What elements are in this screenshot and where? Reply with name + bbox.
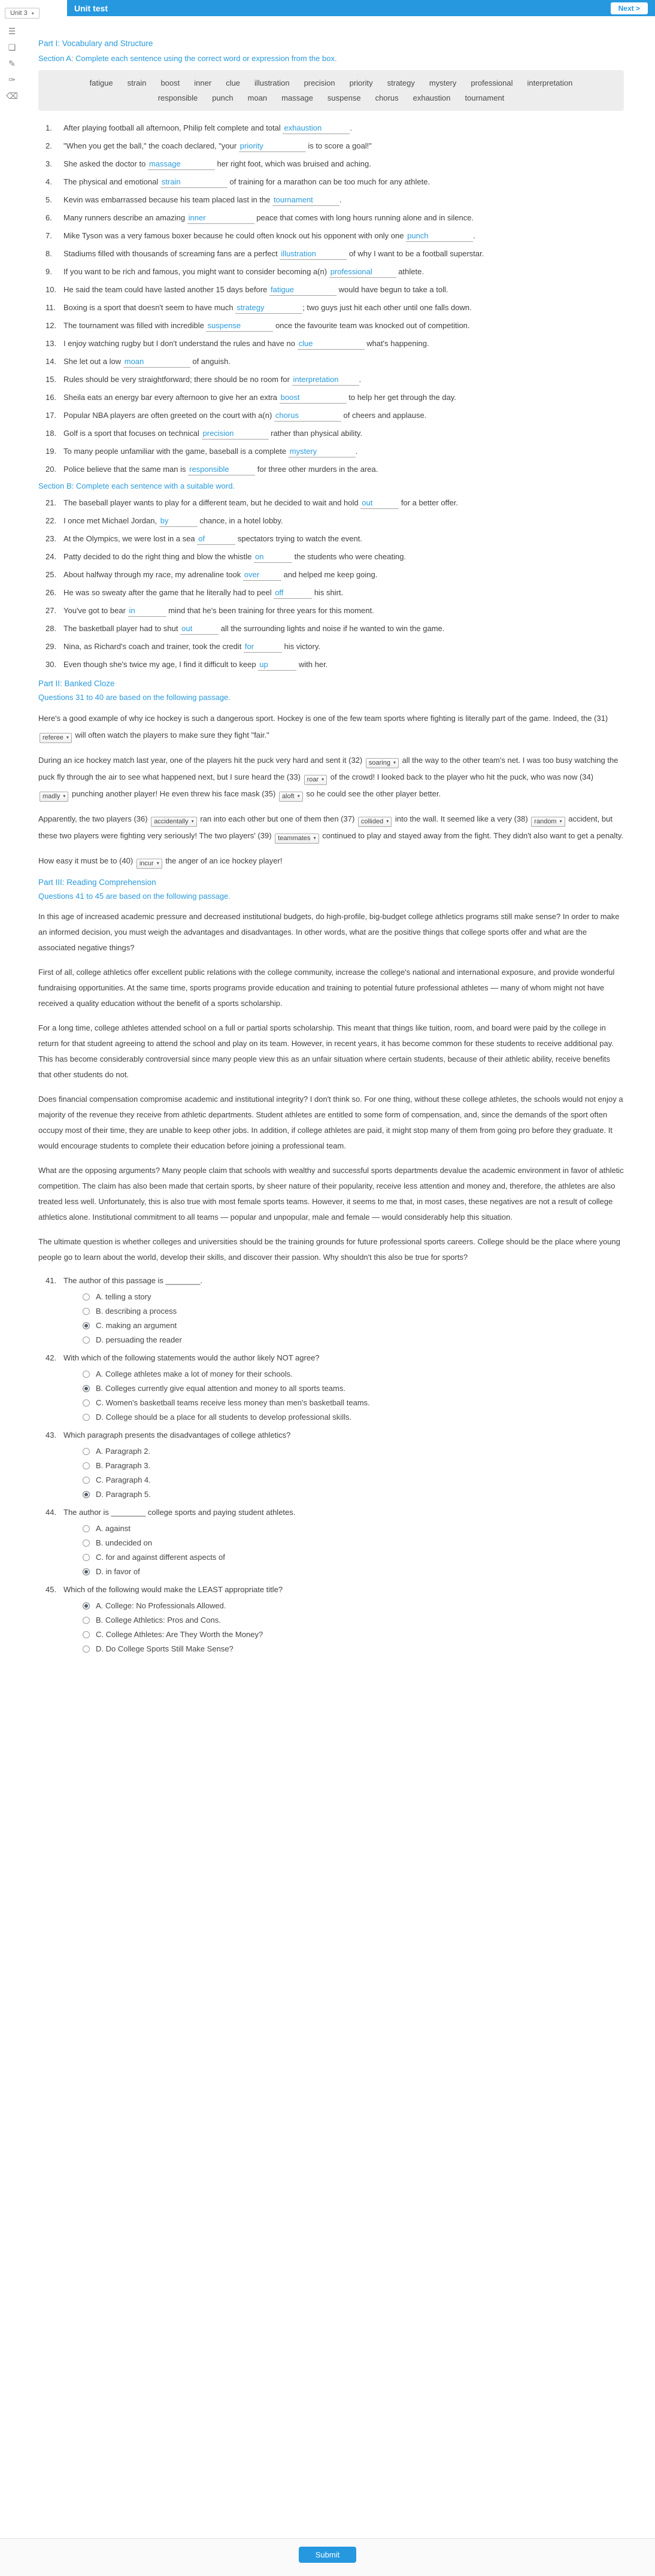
question-text: Popular NBA players are often greeted on the court with a(n) chorus of cheers and applause. [63,409,624,422]
question-row [38,265,624,278]
question-row [38,211,624,224]
question-text: Sheila eats an energy bar every afternoon to give her an extra boost to help her get through the day. [63,391,624,404]
question-number: 5. [46,195,52,204]
part3-title: Part III: Reading Comprehension [38,878,156,887]
word-box-item: mystery [429,78,457,87]
cloze-dropdown[interactable] [358,817,392,827]
question-text: Patty decided to do the right thing and blow the whistle on the students who were cheating. [63,550,624,563]
word-box-item: suspense [327,93,361,102]
option-label: A. against [96,1524,131,1533]
word-box-item: punch [212,93,234,102]
question-row [38,157,624,170]
question-text: Kevin was embarrassed because his team placed last in the tournament . [63,193,624,206]
question-row [38,355,624,368]
pen-icon[interactable]: ✎ [8,59,16,68]
question-number: 22. [46,516,57,525]
answer-blank[interactable]: on [254,551,292,563]
option-label: D. Do College Sports Still Make Sense? [96,1644,234,1653]
word-box-item: moan [247,93,268,102]
question-text: Boxing is a sport that doesn't seem to have much strategy ; two guys just hit each other until one falls down. [63,301,624,314]
next-button[interactable]: Next > [611,2,648,14]
word-box-item: professional [471,78,513,87]
word-box-item: illustration [254,78,290,87]
mc-option[interactable] [83,1567,624,1576]
question-row [38,550,624,563]
mc-option[interactable] [83,1490,624,1499]
mc-option[interactable] [83,1538,624,1547]
option-label: A. telling a story [96,1292,151,1301]
passage-paragraph: What are the opposing arguments? Many people claim that schools with wealthy and successful sports departments devalue the academic environment in favor of athletic competition. The claim has also been made that certain sports, by sheer nature of their popularity, receive less attention and money and, therefore, the athletes are also treated less well. Unfortunately, this is also true with most female sports teams. However, it seems to me that, in most cases, these negatives are not a result of college athletics alone. Institutional commitment to all teams — popular and unpopular, male and female — would considerably help this situation. [38,1166,624,1222]
option-label: C. Paragraph 4. [96,1475,151,1484]
part1-title: Part I: Vocabulary and Structure [38,39,153,48]
question-text: The physical and emotional strain of training for a marathon can be too much for any athlete. [63,175,624,188]
cloze-paragraph: Here's a good example of why ice hockey is such a dangerous sport. Hockey is one of the few team sports where fighting is literally part of the game. Indeed, the (31) referee ▾ will often watch the players to make sure they fight "fair." [38,710,624,744]
question-text: Police believe that the same man is responsible for three other murders in the area. [63,463,624,475]
chevron-down-icon: ▾ [386,819,389,824]
mc-option[interactable] [83,1307,624,1316]
mc-option[interactable] [83,1524,624,1533]
question-number: 3. [46,159,52,168]
option-label: C. Women's basketball teams receive less money than men's basketball teams. [96,1398,370,1407]
question-row [38,175,624,188]
question-text: If you want to be rich and famous, you might want to consider becoming a(n) professional athlete. [63,265,624,278]
question-text: Many runners describe an amazing inner peace that comes with long hours running alone and in silence. [63,211,624,224]
mc-option[interactable] [83,1292,624,1301]
word-box-item: strain [127,78,147,87]
mc-question-header [38,1429,624,1441]
answer-blank[interactable]: suspense [206,320,273,332]
option-label: A. College: No Professionals Allowed. [96,1601,226,1610]
answer-blank[interactable]: fatigue [269,284,336,296]
answer-blank[interactable]: up [258,659,296,671]
question-number: 2. [46,141,52,150]
answer-blank[interactable]: massage [148,159,215,170]
cloze-dropdown-value: collided [360,818,384,825]
radio-button[interactable] [83,1477,90,1484]
chevron-down-icon: ▾ [31,10,34,16]
radio-button[interactable] [83,1568,90,1575]
cloze-dropdown[interactable] [304,775,328,785]
word-box-item: fatigue [89,78,113,87]
cloze-paragraph: Apparently, the two players (36) accidentally ▾ ran into each other but one of them then (37) collided ▾ into the wall. It seemed like a very (38) random ▾ accident, but these two players were fighting very seriously! The two players' (39) teammates ▾ continued to play and stayed away from the fight. They didn't also want to get a penalty. [38,811,624,844]
pages-icon[interactable]: ❏ [8,43,16,52]
radio-button[interactable] [83,1645,90,1653]
page-title: Unit test [74,3,108,13]
cloze-dropdown-value: madly [43,793,60,800]
question-row [38,532,624,545]
option-label: C. for and against different aspects of [96,1553,225,1562]
passage-paragraph: In this age of increased academic pressure and decreased institutional budgets, do high-profile, big-budget college athletics programs still make sense? In order to make an informed decision, you must weigh the advantages and disadvantages. In other words, what are the positive things that college sports offer and what are the associated negative things? [38,912,620,952]
mc-question-header [38,1583,624,1596]
answer-blank[interactable]: out [180,623,219,635]
option-label: B. undecided on [96,1538,152,1547]
mc-options [83,1524,624,1576]
radio-button[interactable] [83,1554,90,1561]
option-label: B. Paragraph 3. [96,1461,151,1470]
question-text: Even though she's twice my age, I find it difficult to keep up with her. [63,658,624,671]
question-text: The author of this passage is ________. [63,1276,202,1285]
answer-blank[interactable]: boost [280,392,347,404]
question-text: The baseball player wants to play for a different team, but he decided to wait and hold out for a better offer. [63,496,624,509]
question-number: 27. [46,606,57,615]
chevron-down-icon: ▾ [191,819,194,824]
answer-blank[interactable]: out [360,498,399,509]
mc-option[interactable] [83,1447,624,1456]
question-row [38,193,624,206]
top-bar [0,0,655,16]
cloze-dropdown-value: aloft [281,793,295,800]
mc-option[interactable] [83,1644,624,1653]
cloze-dropdown-value: soaring [368,759,390,766]
section-b-title: Section B: Complete each sentence with a suitable word. [38,481,235,490]
mc-option[interactable] [83,1384,624,1393]
question-text: He was so sweaty after the game that he literally had to peel off his shirt. [63,586,624,599]
mc-options [83,1601,624,1653]
radio-button[interactable] [83,1602,90,1610]
option-label: B. Colleges currently give equal attention and money to all sports teams. [96,1384,345,1393]
cloze-dropdown-value: random [534,818,557,825]
cloze-passage [38,710,624,869]
cloze-dropdown-value: teammates [278,835,311,842]
question-row [38,604,624,617]
question-number: 29. [46,642,57,651]
answer-blank[interactable]: illustration [280,248,347,260]
question-text: With which of the following statements would the author likely NOT agree? [63,1353,320,1362]
option-label: A. College athletes make a lot of money for their schools. [96,1369,293,1378]
option-label: D. Paragraph 5. [96,1490,151,1499]
radio-button[interactable] [83,1414,90,1421]
question-row [38,622,624,635]
cloze-dropdown[interactable] [137,859,162,869]
radio-button[interactable] [83,1337,90,1344]
question-row [38,337,624,350]
radio-button[interactable] [83,1617,90,1624]
cloze-dropdown-value: accidentally [154,818,189,825]
question-number: 19. [46,447,57,456]
question-row [38,301,624,314]
question-number: 17. [46,411,57,420]
answer-blank[interactable]: in [128,605,166,617]
word-box-item: precision [304,78,335,87]
question-number: 21. [46,498,57,507]
question-number: 25. [46,570,57,579]
mc-option[interactable] [83,1475,624,1484]
chevron-down-icon: ▾ [393,760,396,765]
answer-blank[interactable]: for [244,641,282,653]
mc-question [38,1506,624,1576]
question-text: Nina, as Richard's coach and trainer, took the credit for his victory. [63,640,624,653]
question-text: She asked the doctor to massage her right foot, which was bruised and aching. [63,157,624,170]
cloze-dropdown-value: incur [139,860,154,867]
option-label: D. persuading the reader [96,1335,182,1344]
unit-select[interactable] [5,8,40,19]
mc-option[interactable] [83,1398,624,1407]
question-number: 20. [46,465,57,474]
question-number: 41. [46,1276,57,1285]
passage-paragraph: First of all, college athletics offer excellent public relations with the college community, increase the college's national and international exposure, and provide wonderful fundraising opportunities. At the same time, sports programs provide education and training to potential future professional athletes — many of whom might not have received a quality education without the benefit of a sports scholarship. [38,968,615,1008]
mc-option[interactable] [83,1616,624,1625]
question-number: 28. [46,624,57,633]
cloze-paragraph: How easy it must be to (40) incur ▾ the anger of an ice hockey player! [38,853,624,869]
chevron-down-icon: ▾ [66,735,69,740]
question-row [38,122,624,134]
cloze-dropdown[interactable] [531,817,565,827]
question-number: 44. [46,1508,57,1517]
word-box-item: responsible [157,93,198,102]
cloze-dropdown[interactable] [40,792,68,802]
option-label: D. in favor of [96,1567,140,1576]
question-text: Mike Tyson was a very famous boxer because he could often knock out his opponent with only one punch . [63,229,624,242]
question-row [38,514,624,527]
question-text: She let out a low moan of anguish. [63,355,624,368]
answer-blank[interactable]: tournament [272,195,339,206]
radio-button[interactable] [83,1462,90,1469]
section-b-questions [38,496,624,671]
question-row [38,427,624,440]
chevron-down-icon: ▾ [63,793,66,799]
highlighter-icon[interactable]: ✑ [8,75,16,84]
radio-button[interactable] [83,1371,90,1378]
question-text: "When you get the ball," the coach declared, "your priority is to score a goal!" [63,140,624,152]
radio-button[interactable] [83,1491,90,1498]
question-row [38,409,624,422]
question-text: I once met Michael Jordan, by chance, in a hotel lobby. [63,514,624,527]
mc-options [83,1369,624,1422]
eraser-icon[interactable]: ⌫ [6,91,18,101]
question-text: I enjoy watching rugby but I don't understand the rules and have no clue what's happening. [63,337,624,350]
answer-blank[interactable]: moan [123,356,190,368]
unit-select-value: Unit 3 [10,10,28,17]
mc-option[interactable] [83,1461,624,1470]
word-box-item: inner [194,78,212,87]
question-number: 11. [46,303,56,312]
answer-blank[interactable]: priority [239,141,306,152]
question-row [38,463,624,475]
cloze-dropdown[interactable] [279,792,303,802]
option-label: C. College Athletes: Are They Worth the Money? [96,1630,263,1639]
question-text: He said the team could have lasted another 15 days before fatigue would have begun to take a toll. [63,283,624,296]
mc-question [38,1429,624,1499]
answer-blank[interactable]: inner [187,213,254,224]
mc-question [38,1274,624,1344]
question-number: 6. [46,213,52,222]
question-number: 10. [46,285,57,294]
part3-intro: Questions 41 to 45 are based on the following passage. [38,892,231,901]
mc-option[interactable] [83,1369,624,1378]
passage-paragraph: The ultimate question is whether colleges and universities should be the training grounds for future professional sports careers. College should be the place where young people go to learn about the world, develop their skills, and discover their passion. Why shouldn't this also be true for sports? [38,1237,620,1262]
word-box [38,70,624,111]
header-bar [67,0,655,16]
word-box-item: exhaustion [413,93,451,102]
question-text: You've got to bear in mind that he's been training for three years for this moment. [63,604,624,617]
question-number: 42. [46,1353,57,1362]
answer-blank[interactable]: clue [298,338,365,350]
question-text: To many people unfamiliar with the game, baseball is a complete mystery . [63,445,624,457]
question-row [38,229,624,242]
question-text: Which of the following would make the LEAST appropriate title? [63,1585,283,1594]
answer-blank[interactable]: strategy [235,302,302,314]
question-number: 7. [46,231,52,240]
answer-blank[interactable]: precision [202,428,269,440]
mc-question-header [38,1274,624,1287]
mc-question-header [38,1351,624,1364]
cloze-paragraph: During an ice hockey match last year, one of the players hit the puck very hard and sent it (32) soaring ▾ all the way to the other team's net. I was too busy watching the puck fly through the air to see what happened next, but I sure heard the (33) roar ▾ of the crowd! I looked back to the player who hit the puck, who was now (34) madly ▾ punching another player! He even threw his face mask (35) aloft ▾ so he could see the other player better. [38,752,624,802]
question-number: 26. [46,588,57,597]
question-number: 4. [46,177,52,186]
question-text: At the Olympics, we were lost in a sea of spectators trying to watch the event. [63,532,624,545]
question-row [38,586,624,599]
option-label: B. describing a process [96,1307,177,1316]
word-box-item: clue [226,78,241,87]
question-number: 9. [46,267,52,276]
word-box-item: boost [160,78,180,87]
mc-question-header [38,1506,624,1519]
footer [0,2538,655,2576]
question-row [38,247,624,260]
question-row [38,496,624,509]
passage-paragraph: Does financial compensation compromise academic and institutional integrity? I don't think so. For one thing, without these college athletes, the schools would not enjoy a majority of the revenue they receive from athletic departments. Student athletes are entitled to some form of compensation, and, since the demands of the sport often occupy most of their time, they are unable to keep other jobs. In addition, if college athletes are paid, it might stop many of them from going pro before they graduate. It would encourage students to complete their education before joining a professional team. [38,1095,623,1150]
answer-blank[interactable]: professional [329,266,396,278]
question-text: Golf is a sport that focuses on technical precision rather than physical ability. [63,427,624,440]
answer-blank[interactable]: punch [406,231,473,242]
passage-paragraph: For a long time, college athletes attended school on a full or partial sports scholarship. This meant that things like tuition, room, and board were paid by the college in return for that student agreeing to attend the school and play on its team. However, in recent years, it has become common for these students to receive additional pay. This has become considerably controversial since many people view this as an unfair situation where certain students, because of their athletic ability, receive benefits that other students do not. [38,1023,614,1079]
chevron-down-icon: ▾ [559,819,562,824]
question-number: 15. [46,375,57,384]
answer-blank[interactable]: by [159,516,198,527]
radio-button[interactable] [83,1525,90,1532]
cloze-dropdown[interactable] [40,733,72,743]
mc-question [38,1583,624,1653]
question-text: After playing football all afternoon, Philip felt complete and total exhaustion . [63,122,624,134]
question-number: 8. [46,249,52,258]
question-row [38,391,624,404]
question-text: About halfway through my race, my adrenaline took over and helped me keep going. [63,568,624,581]
cloze-dropdown[interactable] [366,758,399,768]
question-number: 24. [46,552,57,561]
word-box-item: strategy [387,78,415,87]
answer-blank[interactable]: off [274,587,312,599]
word-box-item: priority [349,78,373,87]
tool-sidebar [0,16,24,2538]
question-number: 45. [46,1585,57,1594]
cloze-dropdown[interactable] [151,817,197,827]
section-a-title: Section A: Complete each sentence using the correct word or expression from the box. [38,54,337,63]
mc-question [38,1351,624,1422]
word-box-item: tournament [465,93,505,102]
question-row [38,445,624,457]
radio-button[interactable] [83,1308,90,1315]
mc-option[interactable] [83,1630,624,1639]
answer-blank[interactable]: mystery [289,446,356,457]
word-box-item: interpretation [527,78,573,87]
answer-blank[interactable]: responsible [188,464,255,475]
part2-title: Part II: Banked Cloze [38,679,115,688]
option-label: A. Paragraph 2. [96,1447,151,1456]
answer-blank[interactable]: over [243,569,281,581]
question-text: Rules should be very straightforward; there should be no room for interpretation . [63,373,624,386]
question-number: 23. [46,534,57,543]
question-text: Stadiums filled with thousands of screaming fans are a perfect illustration of why I want to be a football superstar. [63,247,624,260]
question-number: 43. [46,1431,57,1439]
mc-option[interactable] [83,1321,624,1330]
unit-selector-zone [0,0,67,16]
part2-intro: Questions 31 to 40 are based on the following passage. [38,693,231,702]
question-number: 12. [46,321,57,330]
question-number: 18. [46,429,57,438]
question-row [38,568,624,581]
mc-option[interactable] [83,1413,624,1422]
question-text: The tournament was filled with incredible suspense once the favourite team was knocked out of competition. [63,319,624,332]
chevron-down-icon: ▾ [322,777,325,782]
cloze-dropdown-value: referee [43,734,63,741]
radio-button[interactable] [83,1399,90,1407]
answer-blank[interactable]: exhaustion [283,123,350,134]
chevron-down-icon: ▾ [313,835,316,841]
question-number: 13. [46,339,57,348]
submit-button[interactable]: Submit [299,2547,356,2563]
mc-options [83,1292,624,1344]
word-box-item: massage [281,93,313,102]
radio-button[interactable] [83,1322,90,1329]
answer-blank[interactable]: chorus [274,410,341,422]
question-row [38,373,624,386]
question-number: 30. [46,660,57,669]
chevron-down-icon: ▾ [156,860,159,866]
mc-option[interactable] [83,1601,624,1610]
option-label: C. making an argument [96,1321,177,1330]
answer-blank[interactable]: interpretation [292,374,359,386]
radio-button[interactable] [83,1539,90,1547]
question-row [38,658,624,671]
chevron-down-icon: ▾ [297,793,300,799]
section-a-questions [38,122,624,475]
radio-button[interactable] [83,1385,90,1392]
question-row [38,319,624,332]
cloze-dropdown-value: roar [307,776,319,783]
question-text: Which paragraph presents the disadvantages of college athletics? [63,1431,291,1439]
option-label: D. College should be a place for all students to develop professional skills. [96,1413,352,1422]
cloze-dropdown[interactable] [275,834,319,844]
menu-icon[interactable]: ☰ [8,26,16,36]
question-number: 16. [46,393,57,402]
question-number: 14. [46,357,57,366]
radio-button[interactable] [83,1631,90,1638]
radio-button[interactable] [83,1293,90,1301]
page-body [0,16,655,2538]
answer-blank[interactable]: strain [160,177,228,188]
main-content [24,16,655,2538]
mc-option[interactable] [83,1553,624,1562]
option-label: B. College Athletics: Pros and Cons. [96,1616,221,1625]
question-text: The author is ________ college sports and paying student athletes. [63,1508,296,1517]
question-text: The basketball player had to shut out all the surrounding lights and noise if he wanted to win the game. [63,622,624,635]
word-box-item: chorus [375,93,399,102]
answer-blank[interactable]: of [197,534,235,545]
mc-options [83,1447,624,1499]
reading-passage [38,909,624,1265]
question-row [38,640,624,653]
mc-questions [38,1274,624,1653]
question-number: 1. [46,123,52,132]
question-row [38,140,624,152]
mc-option[interactable] [83,1335,624,1344]
question-row [38,283,624,296]
radio-button[interactable] [83,1448,90,1455]
